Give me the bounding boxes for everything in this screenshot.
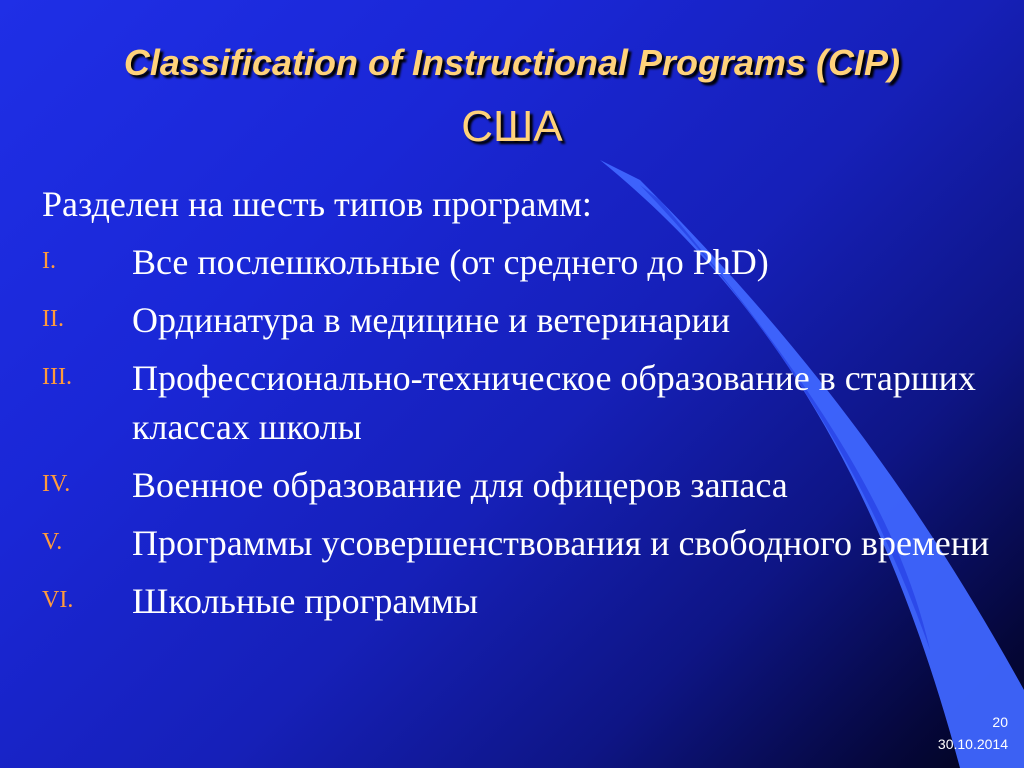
list-item-text: Военное образование для офицеров запаса [132,465,788,505]
slide-number: 20 [992,714,1008,730]
program-type-list [42,238,1012,635]
list-item-number: II. [42,306,64,332]
list-item [42,296,1012,345]
list-item [42,519,1012,568]
list-item [42,354,1012,452]
slide-date: 30.10.2014 [937,736,1008,752]
slide-subtitle: США [461,102,563,151]
list-item [42,238,1012,287]
list-item [42,577,1012,626]
list-item-text: Ординатура в медицине и ветеринарии [132,300,731,340]
list-item-text: Программы усовершенствования и свободного времени [132,523,990,563]
list-item-text: Все послешкольные (от среднего до PhD) [132,242,769,282]
list-item-number: VI. [42,587,74,613]
list-item-number: III. [42,364,72,390]
list-item-text: Профессионально-техническое образование в старших классах школы [132,358,976,447]
list-item-number: IV. [42,471,71,497]
list-item-number: I. [42,248,56,274]
list-item-number: V. [42,529,63,555]
slide-title: Classification of Instructional Programs (CIP) [123,42,901,83]
intro-text: Разделен на шесть типов программ: [42,184,592,224]
list-item [42,461,1012,510]
list-item-text: Школьные программы [132,581,479,621]
